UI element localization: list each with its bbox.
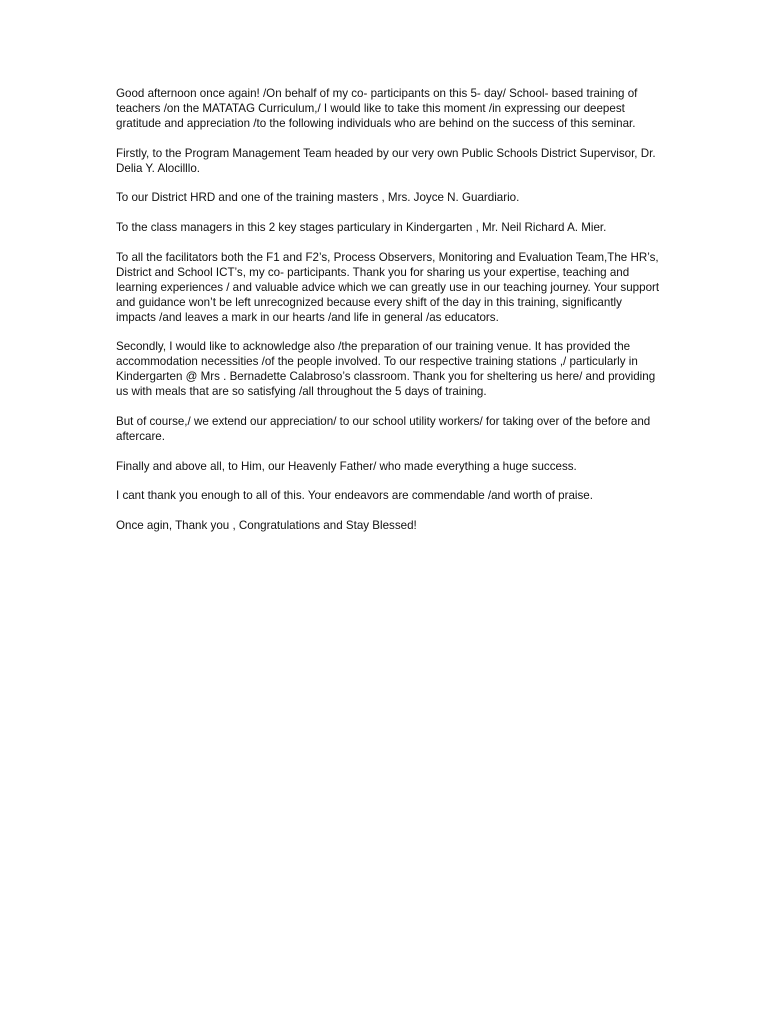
paragraph-closing: Once agin, Thank you , Congratulations and Stay Blessed! (116, 519, 417, 533)
paragraph-district-hrd: To our District HRD and one of the training masters , Mrs. Joyce N. Guardiario. (116, 191, 520, 205)
paragraph-thanks: I cant thank you enough to all of this. Your endeavors are commendable /and worth of praise. (116, 489, 593, 503)
paragraph-facilitators: To all the facilitators both the F1 and F2’s, Process Observers, Monitoring and Evaluation Team,The HR’s, District and School ICT’s, my co- participants. Thank you for sharing us your expertise, teaching and learning experiences / and valuable advice which we can greatly use in our teaching journey. Your support and guidance won’t be left unrecognized because every shift of the day in this training, significantly impacts /and leaves a mark in our hearts /and life in general /as educators. (116, 250, 660, 324)
paragraph-heavenly-father: Finally and above all, to Him, our Heavenly Father/ who made everything a huge success. (116, 459, 577, 473)
paragraph-greeting: Good afternoon once again! /On behalf of my co- participants on this 5- day/ School- based training of teachers /on the MATATAG Curriculum,/ I would like to take this moment /in expressing our deepest gratitude and appreciation /to the following individuals who are behind on the success of this seminar. (116, 87, 638, 130)
paragraph-utility-workers: But of course,/ we extend our appreciation/ to our school utility workers/ for taking over of the before and aftercare. (116, 414, 651, 443)
document-body (116, 87, 660, 549)
paragraph-program-management: Firstly, to the Program Management Team headed by our very own Public Schools District Supervisor, Dr. Delia Y. Alocilllo. (116, 146, 656, 175)
paragraph-class-managers: To the class managers in this 2 key stages particulary in Kindergarten , Mr. Neil Richard A. Mier. (116, 221, 607, 235)
paragraph-training-venue: Secondly, I would like to acknowledge also /the preparation of our training venue. It has provided the accommodation necessities /of the people involved. To our respective training stations ,/ particularly in Kindergarten @ Mrs . Bernadette Calabroso’s classroom. Thank you for sheltering us here/ and providing us with meals that are so satisfying /all throughout the 5 days of training. (116, 340, 656, 399)
